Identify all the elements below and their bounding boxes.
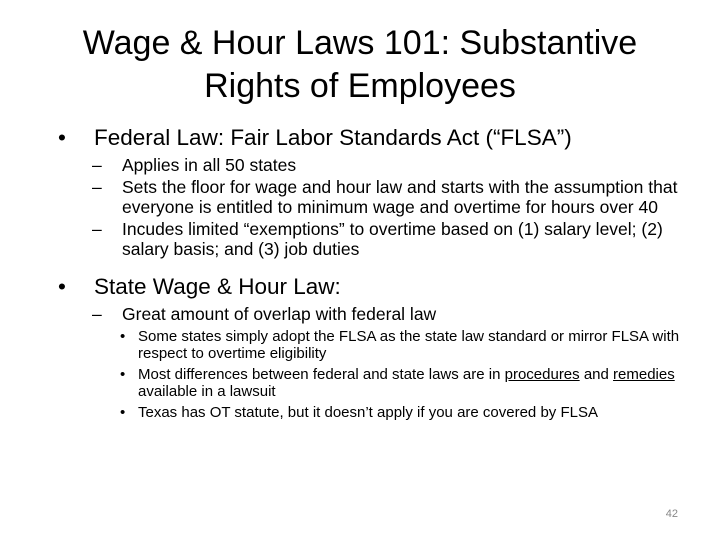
slide-title — [40, 22, 680, 108]
slide-content — [56, 124, 696, 425]
subsub-differences — [120, 366, 696, 400]
procedures-underlined: procedures — [504, 366, 580, 383]
title-line-2: Rights of Employees — [204, 67, 516, 105]
subsub-texas: • Texas has OT statute, but it doesn’t apply if you are covered by FLSA — [120, 404, 696, 421]
subsub-adopt-flsa: • Some states simply adopt the FLSA as the state law standard or mirror FLSA with respect to overtime eligibility — [120, 328, 696, 362]
subitem-overlap: – Great amount of overlap with federal law — [92, 304, 696, 324]
title-line-1: Wage & Hour Laws 101: Substantive — [82, 24, 638, 62]
bullet-state-law: • State Wage & Hour Law: — [56, 273, 696, 300]
subitem-exemptions: – Incudes limited “exemptions” to overtime based on (1) salary level; (2) salary basis; and (3) job duties — [92, 219, 696, 259]
remedies-underlined: remedies — [613, 366, 675, 383]
state-subitems — [56, 304, 696, 421]
bullet-federal-law: • Federal Law: Fair Labor Standards Act (“FLSA”) — [56, 124, 696, 151]
bullet-list — [56, 124, 696, 421]
subitem-applies: – Applies in all 50 states — [92, 155, 696, 175]
subitem-sets-floor: – Sets the floor for wage and hour law and starts with the assumption that everyone is entitled to minimum wage and overtime for hours over 40 — [92, 177, 696, 217]
differences-and: and — [579, 366, 614, 383]
page-number: 42 — [665, 508, 678, 520]
federal-subitems — [56, 155, 696, 259]
differences-text-1: Most differences between federal and state laws are in — [138, 366, 505, 383]
differences-text-2: available in a lawsuit — [138, 383, 276, 400]
